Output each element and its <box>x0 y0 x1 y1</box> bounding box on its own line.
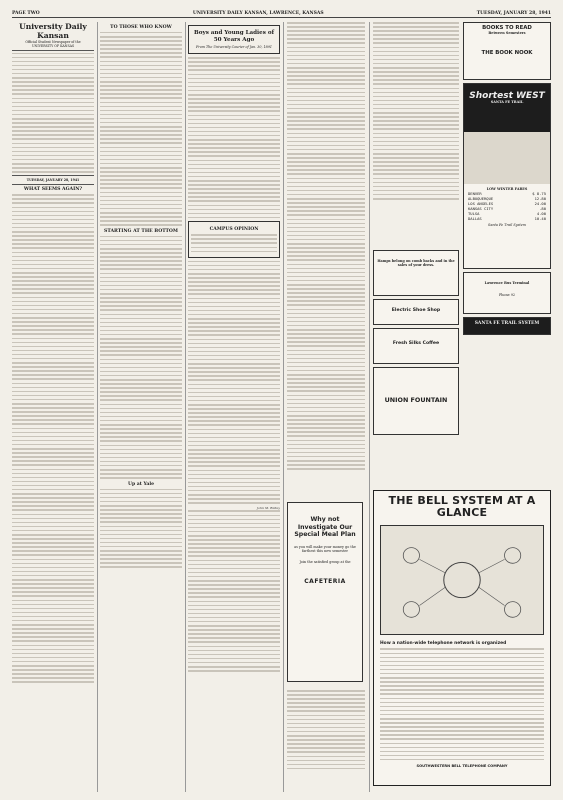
staff-list <box>12 53 94 173</box>
bell-headline: How a nation-wide telephone network is organized <box>380 641 507 646</box>
right-ads <box>463 22 551 484</box>
masthead-title: University Daily Kansan <box>19 22 87 40</box>
cafeteria-title: Why not Investigate Our Special Meal Plan <box>294 516 356 539</box>
page-date: TUESDAY, JANUARY 28, 1941 <box>476 11 551 16</box>
cafeteria-ad <box>287 502 363 682</box>
campus-opinion-heading: CAMPUS OPINION <box>209 227 259 233</box>
column-three <box>188 22 280 792</box>
bell-system-ad <box>373 490 551 786</box>
letter-signature: John M. Ridley <box>256 506 280 511</box>
cafeteria-name: CAFETERIA <box>304 578 346 585</box>
heading-starting-at-bottom: STARTING AT THE BOTTOM <box>104 228 178 234</box>
bell-title: THE BELL SYSTEM AT A GLANCE <box>388 494 536 519</box>
books-ad: BOOKS TO READ Between Semesters THE BOOK NOOK <box>463 22 551 80</box>
column-two <box>100 22 182 792</box>
santa-fe-logo: SANTA FE TRAIL SYSTEM <box>463 317 551 335</box>
bell-illustration <box>380 525 544 635</box>
page-number: PAGE TWO <box>12 11 40 16</box>
bell-map-icon <box>381 526 543 634</box>
small-ads <box>373 250 459 488</box>
boys-ladies-box <box>188 25 280 54</box>
campus-opinion-box <box>188 221 280 257</box>
masthead-sub2: UNIVERSITY OF KANSAS <box>31 44 75 48</box>
heading-up-at-yale: Up at Yale <box>127 481 155 487</box>
electric-shoe-ad: Electric Shoe Shop <box>373 299 459 325</box>
boys-ladies-heading: Boys and Young Ladies of 50 Years Ago <box>194 30 274 43</box>
heading-those-who-know: TO THOSE WHO KNOW <box>110 25 172 30</box>
cafeteria-join: Join the satisfied group at the <box>299 559 351 564</box>
column-five-text <box>373 22 459 222</box>
editorial-body <box>12 194 94 683</box>
page-header <box>12 10 551 18</box>
santa-fe-ad: Shortest WEST SANTA FE TRAIL LOW WINTER FARES DENVER $ 8.75 ALBUQUERQUE 12.80 LOS ANGELES 24.00 KANSAS CITY .80 TULSA 4.00 DALLAS 10.40 Santa Fe Trail System <box>463 83 551 269</box>
bus-terminal-ad: Lawrence Bus Terminal Phone 92 <box>463 272 551 314</box>
column-editorial <box>12 22 94 792</box>
editorial-heading: WHAT SEEMS AGAIN? <box>23 187 83 193</box>
cafeteria-text: as you will make your money go the farthest this new semester <box>294 544 356 554</box>
fresh-silks-ad: Fresh Silks Coffee <box>373 328 459 364</box>
union-fountain-ad: UNION FOUNTAIN <box>373 367 459 435</box>
paper-name: UNIVERSITY DAILY KANSAN, LAWRENCE, KANSAS <box>192 11 324 16</box>
masthead-date: TUESDAY, JANUARY 28, 1941 <box>26 177 80 182</box>
column-four <box>287 22 365 500</box>
bell-body <box>380 648 544 760</box>
hamps-ad: Hamps belong on comb backs and in the sales of your dress. <box>373 250 459 296</box>
bell-company: SOUTHWESTERN BELL TELEPHONE COMPANY <box>416 764 508 769</box>
boys-ladies-sub: From The University Courier of Jan. 30, 1891 <box>196 45 272 50</box>
masthead-sub1: Official Student Newspaper of the <box>25 40 81 44</box>
fares-list: DENVER $ 8.75 ALBUQUERQUE 12.80 LOS ANGELES 24.00 KANSAS CITY .80 TULSA 4.00 DALLAS 10.40 <box>468 191 546 222</box>
